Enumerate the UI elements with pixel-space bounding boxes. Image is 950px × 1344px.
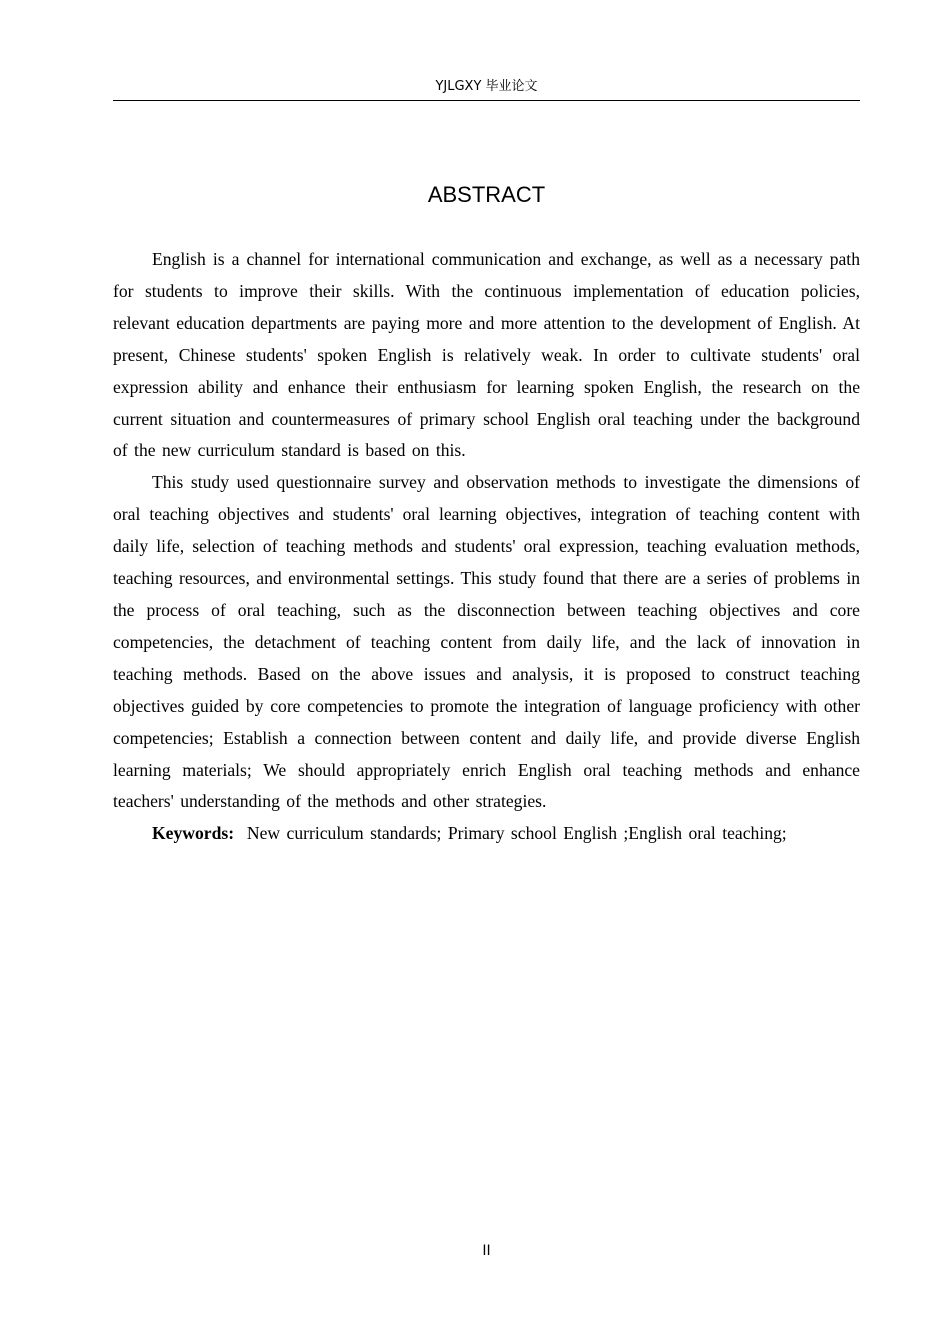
page-header bbox=[113, 76, 860, 101]
abstract-paragraph-2: This study used questionnaire survey and observation methods to investigate the dimensions of oral teaching objectives and students' oral learning objectives, integration of teaching content with daily life, selection of teaching methods and students' oral expression, teaching evaluation methods, teaching resources, and environmental settings. This study found that there are a series of problems in the process of oral teaching, such as the disconnection between teaching objectives and core competencies, the detachment of teaching content from daily life, and the lack of innovation in teaching methods. Based on the above issues and analysis, it is proposed to construct teaching objectives guided by core competencies to promote the integration of language proficiency with other competencies; Establish a connection between content and daily life, and provide diverse English learning materials; We should appropriately enrich English oral teaching methods and enhance teachers' understanding of the methods and other strategies. bbox=[113, 472, 860, 812]
abstract-paragraph-1: English is a channel for international communication and exchange, as well as a necessary path for students to improve their skills. With the continuous implementation of education policies, relevant education departments are paying more and more attention to the development of English. At present, Chinese students' spoken English is relatively weak. In order to cultivate students' oral expression ability and enhance their enthusiasm for learning spoken English, the research on the current situation and countermeasures of primary school English oral teaching under the background of the new curriculum standard is based on this. bbox=[113, 249, 860, 461]
abstract-body bbox=[113, 244, 860, 850]
abstract-title: ABSTRACT bbox=[427, 182, 546, 207]
keywords-text: New curriculum standards; Primary school English ;English oral teaching; bbox=[246, 823, 787, 844]
page-number: II bbox=[482, 1243, 491, 1259]
header-text: YJLGXY 毕业论文 bbox=[435, 79, 538, 94]
keywords-label: Keywords: bbox=[152, 823, 235, 844]
keywords-line bbox=[113, 818, 860, 850]
